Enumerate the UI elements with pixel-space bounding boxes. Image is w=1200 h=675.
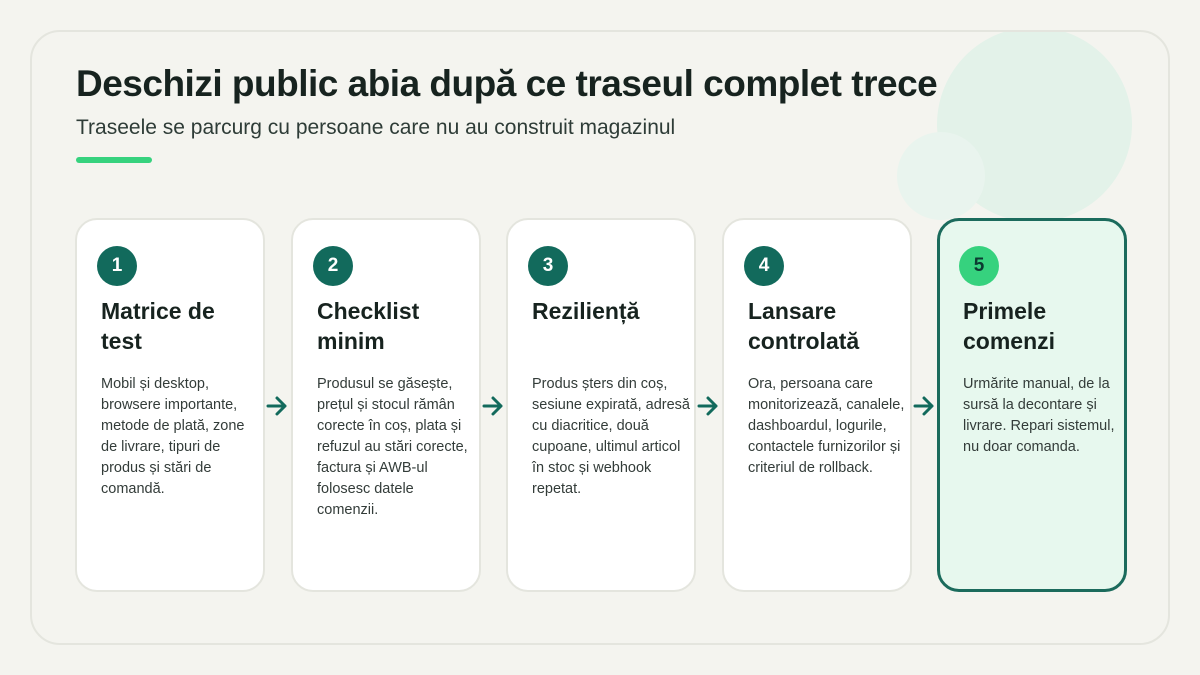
page-title: Deschizi public abia după ce traseul complet trece xyxy=(76,63,938,104)
step-description: Mobil și desktop, browsere importante, metode de plată, zone de livrare, tipuri de produs și stări de comandă. xyxy=(101,376,245,497)
arrow-right-icon xyxy=(912,394,936,418)
slide-frame xyxy=(30,30,1170,645)
step-card-3 xyxy=(506,218,696,592)
step-description: Produsul se găsește, prețul și stocul rămân corecte în coș, plata și refuzul au stări corecte, factura și AWB-ul folosesc datele comenzii. xyxy=(317,376,468,518)
step-card-5 xyxy=(937,218,1127,592)
step-title: Matrice de test xyxy=(101,298,215,354)
step-title: Primele comenzi xyxy=(963,298,1056,354)
step-title: Reziliență xyxy=(532,298,640,324)
step-description: Urmărite manual, de la sursă la decontare și livrare. Repari sistemul, nu doar comanda. xyxy=(963,376,1115,455)
step-card-4 xyxy=(722,218,912,592)
arrow-right-icon xyxy=(696,394,720,418)
arrow-right-icon xyxy=(265,394,289,418)
step-card-2 xyxy=(291,218,481,592)
step-description: Produs șters din coș, sesiune expirată, adresă cu diacritice, două cupoane, ultimul articol în stoc și webhook repetat. xyxy=(532,376,690,497)
step-number-badge: 4 xyxy=(744,246,784,286)
decorative-circle-small xyxy=(897,132,985,220)
step-number-badge: 3 xyxy=(528,246,568,286)
arrow-right-icon xyxy=(481,394,505,418)
page-subtitle: Traseele se parcurg cu persoane care nu au construit magazinul xyxy=(76,116,676,139)
step-number-badge: 1 xyxy=(97,246,137,286)
step-card-1 xyxy=(75,218,265,592)
step-description: Ora, persoana care monitorizează, canalele, dashboardul, logurile, contactele furnizorilor și criteriul de rollback. xyxy=(748,376,905,476)
step-title: Checklist minim xyxy=(317,298,420,354)
step-number-badge: 5 xyxy=(959,246,999,286)
accent-underline xyxy=(76,157,152,163)
step-number-badge: 2 xyxy=(313,246,353,286)
step-title: Lansare controlată xyxy=(748,298,860,354)
